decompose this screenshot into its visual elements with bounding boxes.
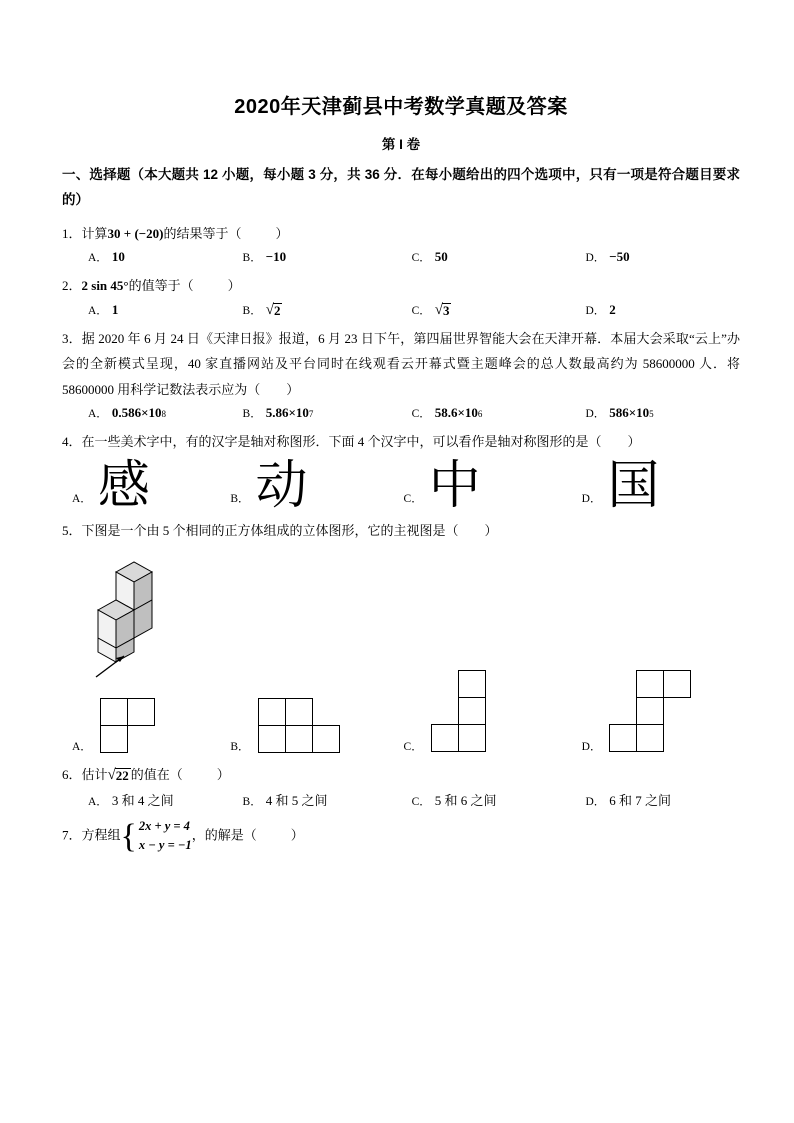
shape-grid-a [100,698,186,756]
option-letter: A． [88,252,108,265]
option-letter: A． [88,304,108,317]
option-value: 国 [607,456,660,517]
question-4-option-d[interactable] [581,456,740,517]
cube-solid-figure [86,552,286,672]
question-7 [62,817,740,856]
question-3-option-b[interactable] [243,405,412,421]
option-value: 5 和 6 之间 [434,792,497,808]
question-6-stem-post: 的值在（ [130,766,183,782]
question-6-stem-pre: 估计 [81,766,108,782]
option-value: 3 和 4 之间 [111,792,174,808]
question-5-option-d[interactable] [582,670,740,756]
question-2-option-c[interactable] [412,302,586,318]
option-letter: A． [72,493,92,506]
option-letter: B． [230,493,250,506]
option-value: 0.586×10 [111,404,162,420]
document-content [62,90,740,859]
question-4 [62,429,740,454]
question-3-option-c[interactable] [412,405,586,421]
option-letter: C． [403,493,423,506]
section-label: 第 I 卷 [381,137,421,152]
question-5-option-c[interactable] [404,670,582,756]
question-6-option-d[interactable] [585,790,740,809]
option-letter: C． [411,252,431,265]
question-3-number: 3． [62,330,82,346]
option-letter: D． [585,304,606,317]
option-letter: B． [242,252,262,265]
option-value: 58.6×10 [434,404,478,420]
question-4-text: 在一些美术字中，有的汉字是轴对称图形．下面 4 个汉字中，可以看作是轴对称图形的是（ ） [81,433,641,449]
question-5 [62,518,740,543]
question-1-stem-post: 的结果等于（ [163,225,242,241]
option-letter: B． [242,304,262,317]
sqrt-icon: √ 2 [265,301,281,318]
question-6-option-c[interactable] [412,790,586,809]
question-7-stem-pre: 方程组 [81,827,121,843]
option-value: −10 [265,249,287,265]
option-letter: D． [581,493,602,506]
question-4-option-c[interactable] [403,456,582,517]
option-value: 中 [428,456,481,517]
question-4-number: 4． [62,433,82,449]
question-5-number: 5． [62,523,82,539]
question-6 [62,762,740,787]
option-value: −50 [609,249,630,265]
question-6-option-b[interactable] [243,790,412,809]
option-value: 50 [434,249,448,265]
option-value: 1 [111,301,119,317]
question-1 [62,221,740,246]
option-letter: C． [411,407,431,420]
question-1-option-b[interactable] [243,249,412,265]
option-letter: B． [230,740,250,753]
question-2-stem-post: 的值等于（ [128,278,194,294]
question-1-stem-end: ） [275,225,289,241]
question-2-option-d[interactable] [585,302,740,318]
question-1-option-d[interactable] [585,249,740,265]
question-2-stem-end: ） [227,278,241,294]
option-letter: C． [411,304,431,317]
question-1-options [62,249,740,265]
question-2-expression: 2 sin 45° [81,278,129,294]
question-2-number: 2． [62,278,82,294]
equation-system [121,817,192,856]
question-5-text: 下图是一个由 5 个相同的正方体组成的立体图形，它的主视图是（ ） [81,523,498,539]
question-2-options [62,302,740,318]
option-value: 感 [97,456,150,517]
question-5-options [62,676,740,756]
question-4-option-a[interactable] [62,456,230,517]
option-value: 6 和 7 之间 [609,792,672,808]
question-2-option-b[interactable] [243,302,412,318]
shape-grid-c [431,670,517,756]
option-value: 4 和 5 之间 [265,792,328,808]
option-value: 586×10 [609,404,650,420]
question-6-option-a[interactable] [62,790,243,809]
question-4-option-b[interactable] [230,456,403,517]
option-value: 2 [609,301,616,317]
shape-grid-d [609,670,695,756]
option-exponent: 5 [649,408,654,419]
option-letter: A． [88,795,108,808]
option-exponent: 6 [477,408,483,419]
option-letter: D． [585,252,606,265]
option-letter: A． [88,407,108,420]
question-5-option-b[interactable] [230,698,403,756]
question-5-option-a[interactable] [62,698,230,756]
option-exponent: 7 [308,408,314,419]
question-7-number: 7． [62,827,82,843]
question-3 [62,326,740,402]
option-letter: B． [242,407,262,420]
option-value: 3 [442,302,450,318]
option-value: 10 [111,249,125,265]
question-1-expression: 30 + (−20) [107,225,164,241]
question-1-number: 1． [62,225,82,241]
equation-line-2: x − y = −1 [138,838,192,853]
question-2 [62,273,740,298]
cube-solid-svg [86,552,286,682]
question-3-option-d[interactable] [585,405,740,421]
question-6-stem-end: ） [216,766,230,782]
equation-line-1: 2x + y = 4 [138,818,190,833]
option-value: 2 [273,302,281,318]
option-letter: D． [585,407,606,420]
option-letter: C． [403,740,423,753]
question-6-options [62,790,740,809]
option-value: 动 [255,456,308,517]
brace-icon: { [120,817,137,855]
option-letter: D． [585,795,606,808]
sqrt-icon: √ 22 [107,766,129,783]
page-title: 2020年天津蓟县中考数学真题及答案 [234,96,568,118]
question-1-option-c[interactable] [412,249,586,265]
option-value: 5.86×10 [265,404,309,420]
option-letter: B． [242,795,262,808]
question-1-stem-pre: 计算 [81,225,108,241]
question-3-option-a[interactable] [62,405,243,421]
question-4-options [62,456,740,517]
question-1-option-a[interactable] [62,249,243,265]
question-6-number: 6． [62,766,82,782]
option-letter: D． [581,740,602,753]
option-letter: C． [411,795,431,808]
question-3-options [62,405,740,421]
option-letter: A． [72,740,92,753]
option-exponent: 8 [161,408,166,419]
sqrt-icon: √ 3 [434,301,450,318]
question-3-text: 据 2020 年 6 月 24 日《天津日报》报道，6 月 23 日下午，第四届世界智能大会在天津开幕．本届大会采取“云上”办会的全新模式呈现，40 家直播网站及平台同时在线观看云开幕式暨主题峰会的总人数最高约为 58600000 人．将 58600000 用科学记数法表示应为（ ） [62,330,740,397]
part-heading: 一、选择题（本大题共 12 小题，每小题 3 分，共 36 分．在每小题给出的四个选项中，只有一项是符合题目要求的） [62,167,740,207]
shape-grid-b [258,698,370,756]
question-2-option-a[interactable] [62,302,243,318]
question-7-stem-end: ） [290,827,304,843]
question-7-stem-post: ，的解是（ [191,827,257,843]
